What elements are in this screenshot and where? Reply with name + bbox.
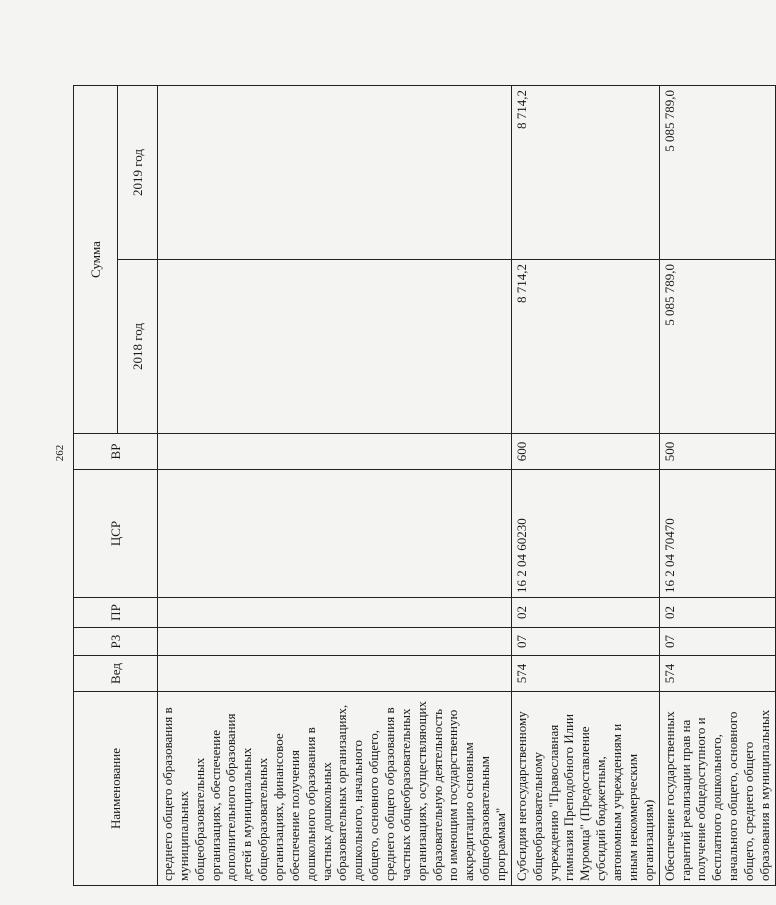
row-ved [158,656,512,692]
row-name: Обеспечение государственных гарантий реализации прав на получение общедоступного и бесплатного дошкольного, начального общего, основного общего, среднего общего образования в муниципальных [659,692,775,886]
header-rz: РЗ [74,628,158,656]
row-sum-2018 [158,260,512,434]
budget-table-wrapper [73,86,772,886]
row-sum-2019 [158,86,512,260]
row-csr [158,470,512,598]
header-2018: 2018 год [118,260,158,434]
row-vr: 600 [511,434,659,470]
table-row [659,86,775,886]
row-rz [158,628,512,656]
row-ved: 574 [511,656,659,692]
header-pr: ПР [74,598,158,628]
row-pr [158,598,512,628]
row-vr: 500 [659,434,775,470]
row-rz: 07 [511,628,659,656]
row-sum-2018: 5 085 789,0 [659,260,775,434]
row-vr [158,434,512,470]
row-csr: 16 2 04 60230 [511,470,659,598]
row-sum-2019: 5 085 789,0 [659,86,775,260]
row-pr: 02 [511,598,659,628]
budget-table [73,85,776,886]
header-ved: Вед [74,656,158,692]
row-ved: 574 [659,656,775,692]
header-csr: ЦСР [74,470,158,598]
row-rz: 07 [659,628,775,656]
row-sum-2019: 8 714,2 [511,86,659,260]
table-row [511,86,659,886]
row-name: среднего общего образования в муниципальных общеобразовательных организациях, обеспечение дополнительного образования детей в муниципальных общеобразовательных организациях, финансовое обеспечение получения дошкольного образования в частных дошкольных образовательных организациях, дошкольного, начального общего, основного общего, среднего общего образования в частных общеобразовательных организациях, осуществляющих образовательную деятельность по имеющим государственную аккредитацию основным общеобразовательным программам" [158,692,512,886]
page-number: 262 [54,444,66,462]
header-name: Наименование [74,692,158,886]
row-pr: 02 [659,598,775,628]
table-row [158,86,512,886]
row-name: Субсидия негосударственному общеобразовательному учреждению "Православная гимназия Преподобного Илии Муромца" (Предоставление субсидий бюджетным, автономным учреждениям и иным некоммерческим организациям) [511,692,659,886]
row-csr: 16 2 04 70470 [659,470,775,598]
row-sum-2018: 8 714,2 [511,260,659,434]
header-vr: ВР [74,434,158,470]
header-sum: Сумма [74,86,118,434]
header-2019: 2019 год [118,86,158,260]
